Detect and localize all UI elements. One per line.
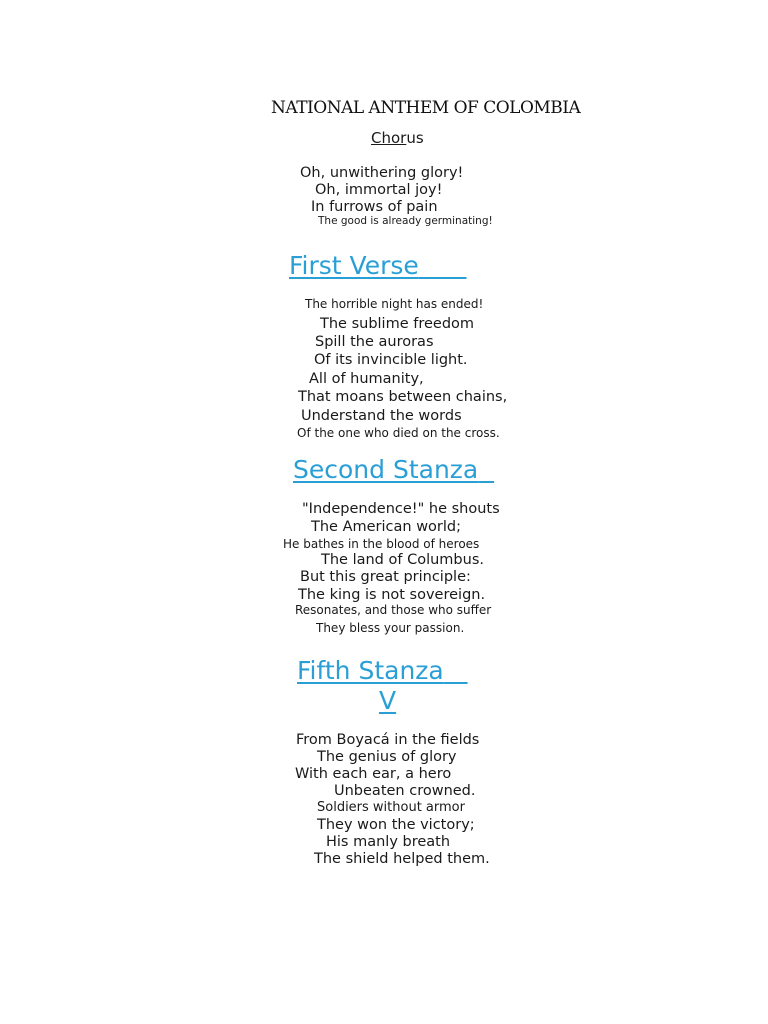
verse-line: Of the one who died on the cross.: [297, 426, 500, 440]
fifth-stanza-heading-text: Fifth Stanza: [297, 656, 444, 685]
verse-line: All of humanity,: [309, 371, 424, 387]
stanza-line: They bless your passion.: [316, 621, 465, 635]
stanza-line: He bathes in the blood of heroes: [283, 537, 480, 551]
stanza-line: His manly breath: [326, 834, 451, 850]
stanza-line: The land of Columbus.: [321, 552, 484, 568]
verse-line: Spill the auroras: [315, 334, 434, 350]
fifth-stanza-heading-numeral: V: [379, 686, 397, 715]
stanza-line: The king is not sovereign.: [298, 587, 486, 603]
chorus-heading: [371, 131, 424, 146]
stanza-line: But this great principle:: [300, 569, 471, 585]
chorus-heading-underlined: Chor: [371, 129, 407, 147]
stanza-line: The genius of glory: [317, 749, 457, 765]
second-stanza-heading: [293, 457, 494, 482]
chorus-line: In furrows of pain: [311, 199, 438, 215]
fifth-stanza-heading: [297, 658, 468, 683]
verse-line: Understand the words: [301, 408, 462, 424]
stanza-line: The American world;: [311, 519, 461, 535]
stanza-line: Unbeaten crowned.: [334, 783, 476, 799]
first-verse-heading: [289, 253, 466, 278]
first-verse-heading-text: First Verse: [289, 251, 419, 280]
stanza-line: "Independence!" he shouts: [302, 501, 500, 517]
verse-line: That moans between chains,: [298, 389, 508, 405]
page-title: NATIONAL ANTHEM OF COLOMBIA: [271, 98, 581, 118]
verse-line: Of its invincible light.: [314, 352, 468, 368]
chorus-line: The good is already germinating!: [318, 215, 493, 227]
verse-line: The sublime freedom: [320, 316, 475, 332]
stanza-line: Resonates, and those who suffer: [295, 603, 492, 617]
chorus-heading-rest: us: [406, 129, 424, 147]
stanza-line: The shield helped them.: [314, 851, 490, 867]
stanza-line: Soldiers without armor: [317, 800, 465, 815]
chorus-line: Oh, unwithering glory!: [300, 165, 464, 181]
stanza-line: They won the victory;: [317, 817, 475, 833]
second-stanza-heading-text: Second Stanza: [293, 455, 479, 484]
stanza-line: With each ear, a hero: [295, 766, 452, 782]
stanza-line: From Boyacá in the fields: [296, 732, 480, 748]
verse-line: The horrible night has ended!: [305, 297, 484, 311]
chorus-line: Oh, immortal joy!: [315, 182, 443, 198]
